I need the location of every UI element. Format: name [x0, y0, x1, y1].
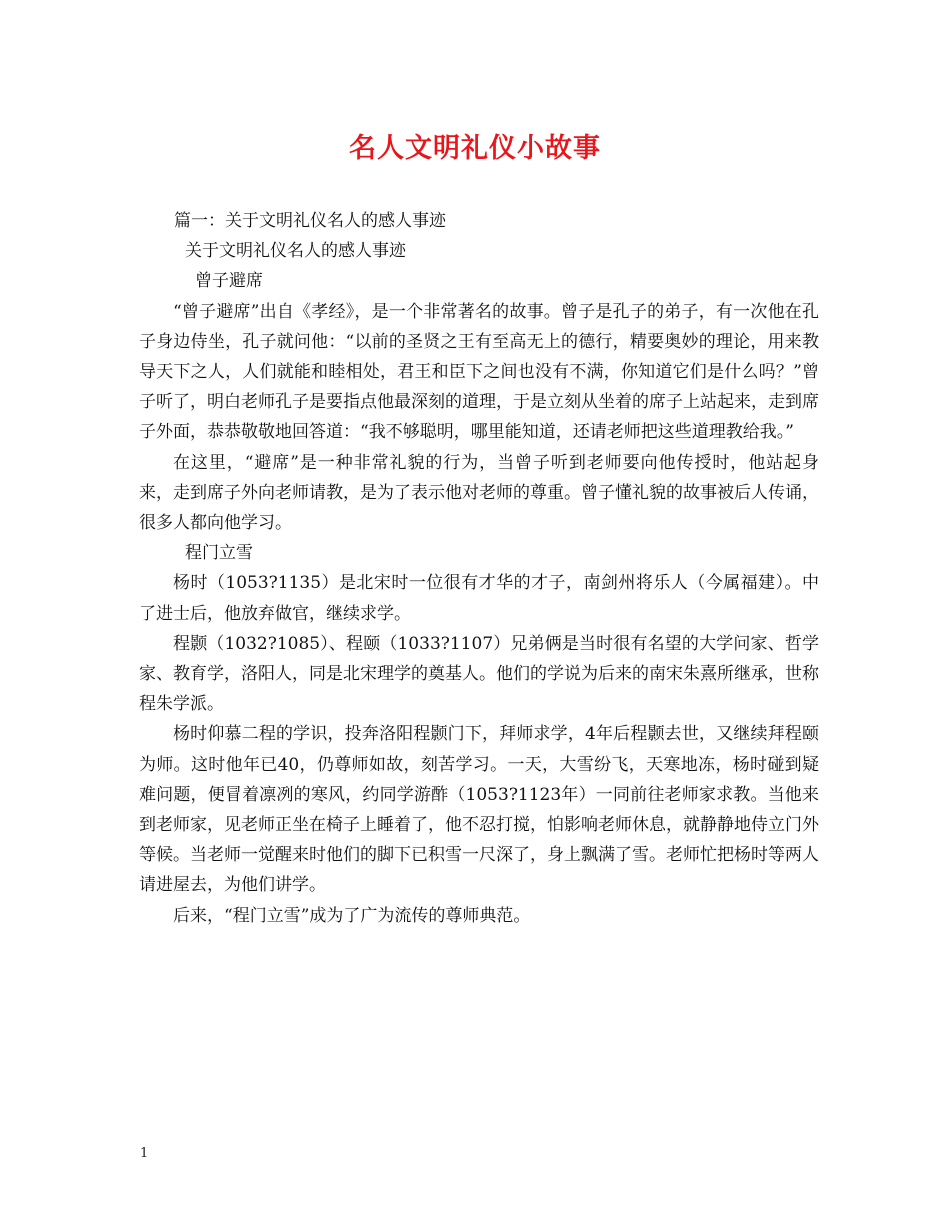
paragraph: 程颢（1032?1085）、程颐（1033?1107）兄弟俩是当时很有名望的大学问家、哲学家、教育学，洛阳人，同是北宋理学的奠基人。他们的学说为后来的南宋朱熹所继承，世称程朱学派。 [139, 633, 819, 715]
story-heading-chengmen: 程门立雪 [185, 543, 253, 564]
page-number: 1 [140, 1146, 149, 1161]
document-body [139, 206, 819, 931]
paragraph: 在这里，“避席”是一种非常礼貌的行为，当曾子听到老师要向他传授时，他站起身来，走到席子外向老师请教，是为了表示他对老师的尊重。曾子懂礼貌的故事被后人传诵，很多人都向他学习。 [139, 452, 819, 534]
section-heading: 关于文明礼仪名人的感人事迹 [185, 241, 406, 262]
document-title: 名人文明礼仪小故事 [349, 133, 601, 164]
chapter-heading: 篇一：关于文明礼仪名人的感人事迹 [174, 211, 446, 231]
story-heading-zengzi: 曾子避席 [195, 271, 263, 292]
paragraph: 杨时（1053?1135）是北宋时一位很有才华的才子，南剑州将乐人（今属福建）。中了进士后，他放弃做官，继续求学。 [139, 573, 819, 624]
paragraph: “曾子避席”出自《孝经》，是一个非常著名的故事。曾子是孔子的弟子，有一次他在孔子身边侍坐，孔子就问他：“以前的圣贤之王有至高无上的德行，精要奥妙的理论，用来教导天下之人，人们就能和睦相处，君王和臣下之间也没有不满，你知道它们是什么吗？”曾子听了，明白老师孔子是要指点他最深刻的道理，于是立刻从坐着的席子上站起来，走到席子外面，恭恭敬敬地回答道：“我不够聪明，哪里能知道，还请老师把这些道理教给我。” [139, 301, 819, 443]
paragraph: 杨时仰慕二程的学识，投奔洛阳程颢门下，拜师求学，4年后程颢去世，又继续拜程颐为师。这时他年已40，仍尊师如故，刻苦学习。一天，大雪纷飞，天寒地冻，杨时碰到疑难问题，便冒着凛冽的寒风，约同学游酢（1053?1123年）一同前往老师家求教。当他来到老师家，见老师正坐在椅子上睡着了，他不忍打搅，怕影响老师休息，就静静地侍立门外等候。当老师一觉醒来时他们的脚下已积雪一尺深了，身上飘满了雪。老师忙把杨时等两人请进屋去，为他们讲学。 [139, 724, 819, 896]
paragraph: 后来，“程门立雪”成为了广为流传的尊师典范。 [173, 905, 531, 926]
